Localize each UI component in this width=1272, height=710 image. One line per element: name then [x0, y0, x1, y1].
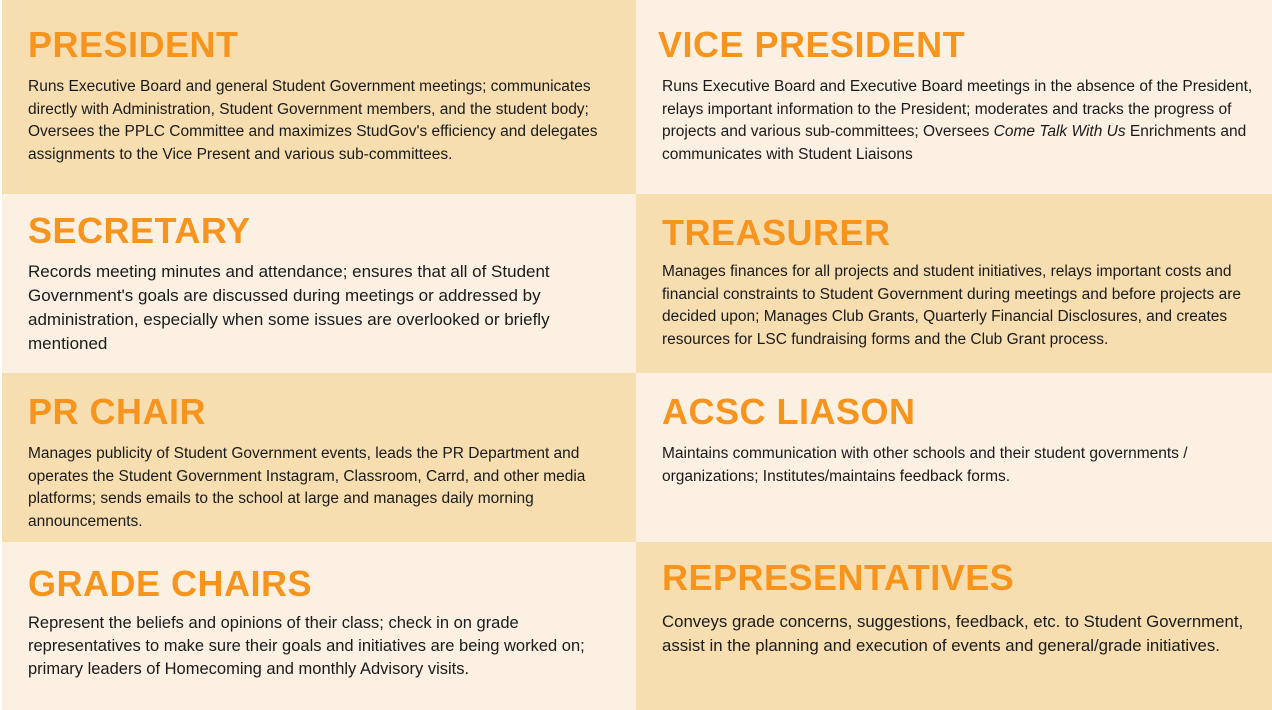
role-description-vice-president — [662, 76, 1264, 166]
role-title-pr-chair: PR CHAIR — [28, 391, 207, 432]
role-description-treasurer: Manages finances for all projects and student initiatives, relays important costs and financial constraints to Student Government during meetings and before projects are decided upon; Manages Club Grants, Quarterly Financial Disclosures, and creates resources for LSC fundraising forms and the Club Grant process. — [662, 263, 1241, 348]
role-card-representatives — [636, 542, 1272, 710]
role-description-acsc-liason: Maintains communication with other schools and their student governments / organizations; Institutes/maintains feedback forms. — [662, 445, 1188, 485]
role-card-secretary — [2, 194, 636, 373]
role-card-grade-chairs — [2, 542, 636, 710]
role-card-acsc-liason — [636, 373, 1272, 542]
role-description-grade-chairs: Represent the beliefs and opinions of their class; check in on grade representatives to make sure their goals and initiatives are being worked on; primary leaders of Homecoming and monthly Advisory visits. — [28, 614, 585, 678]
role-description-president: Runs Executive Board and general Student Government meetings; communicates directly with Administration, Student Government members, and the student body; Oversees the PPLC Committee and maximizes StudGov's efficiency and delegates assignments to the Vice Present and various sub-committees. — [28, 78, 598, 163]
role-title-representatives: REPRESENTATIVES — [662, 557, 1015, 598]
role-title-president: PRESIDENT — [28, 24, 239, 65]
role-title-grade-chairs: GRADE CHAIRS — [28, 563, 313, 604]
role-title-secretary: SECRETARY — [28, 210, 251, 251]
role-card-pr-chair — [2, 373, 636, 542]
role-card-president — [2, 0, 636, 194]
role-description-vice-president-italic: Come Talk With Us — [993, 123, 1126, 140]
role-card-treasurer — [636, 194, 1272, 373]
role-description-representatives: Conveys grade concerns, suggestions, feedback, etc. to Student Government, assist in the planning and execution of events and general/grade initiatives. — [662, 612, 1244, 655]
role-card-vice-president — [636, 0, 1272, 194]
role-description-secretary: Records meeting minutes and attendance; ensures that all of Student Government's goals are discussed during meetings or addressed by administration, especially when some issues are overlooked or briefly mentioned — [28, 262, 550, 353]
role-description-pr-chair: Manages publicity of Student Government events, leads the PR Department and operates the Student Government Instagram, Classroom, Carrd, and other media platforms; sends emails to the school at large and manages daily morning announcements. — [28, 445, 586, 530]
role-description-vice-president-part1: Runs Executive Board and Executive Board meetings in the absence of the President, relays important information to the President; moderates and tracks the progress of projects and various sub-committees; Oversees — [662, 78, 1253, 140]
role-description-vice-president-part2: Enrichments and communicates with Student Liaisons — [662, 123, 1247, 163]
role-title-acsc-liason: ACSC LIASON — [662, 391, 916, 432]
role-title-vice-president: VICE PRESIDENT — [658, 24, 966, 65]
role-title-treasurer: TREASURER — [662, 212, 891, 253]
